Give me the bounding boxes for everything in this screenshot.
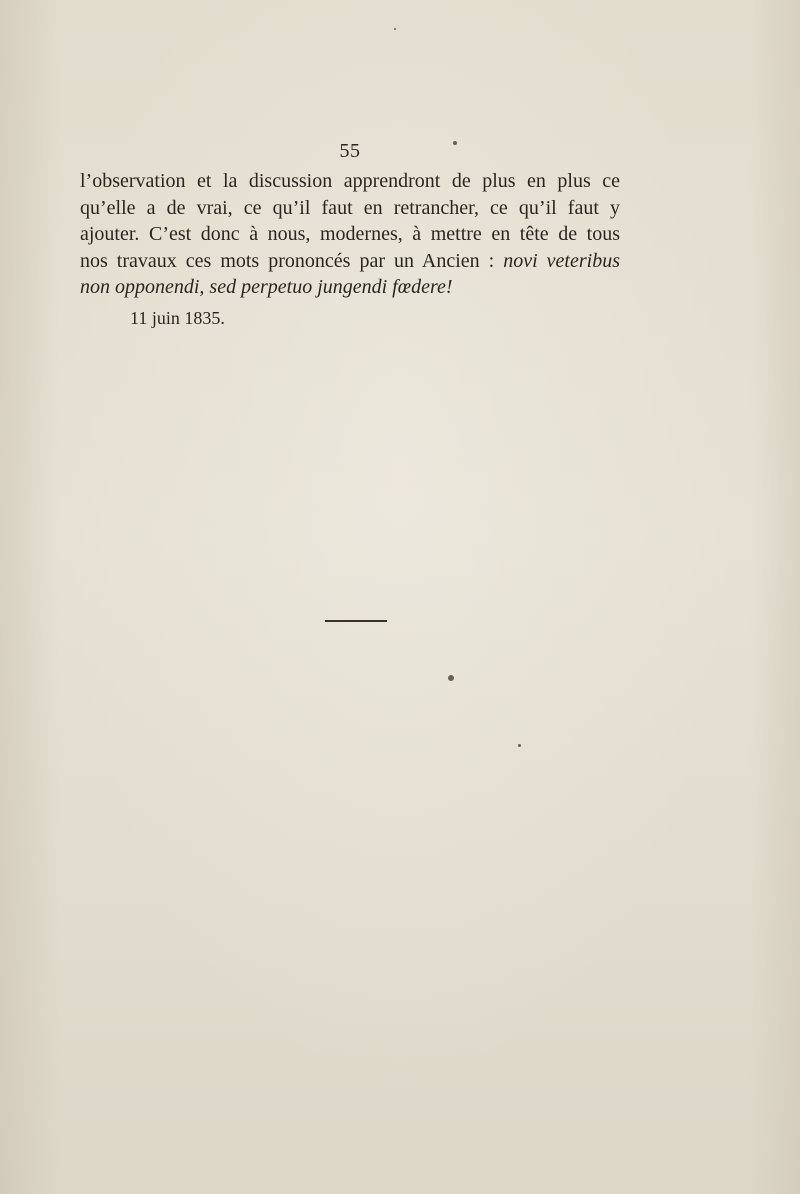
- section-rule: [325, 620, 387, 622]
- page-shadow-left: [0, 0, 60, 1194]
- latin-quote-end: non opponendi, sed perpetuo jungendi fœdere!: [80, 276, 453, 298]
- ink-speck: [448, 675, 454, 681]
- paragraph: [80, 168, 620, 301]
- text-line-3: ajouter. C’est donc à nous, modernes, à mettre en tête de tous: [80, 223, 620, 245]
- page-number: 55: [339, 140, 361, 162]
- ink-speck: [394, 28, 396, 30]
- text-line-4: [80, 248, 620, 275]
- ink-speck: [518, 744, 521, 747]
- text-line-1: l’observation et la discussion apprendront de plus en plus ce: [80, 170, 620, 192]
- latin-quote-start: novi veteribus: [503, 249, 620, 272]
- dateline: 11 juin 1835.: [130, 308, 225, 328]
- ink-speck: [453, 141, 457, 145]
- text-line-2: qu’elle a de vrai, ce qu’il faut en retrancher, ce qu’il faut y: [80, 196, 620, 219]
- page-shadow-right: [750, 0, 800, 1194]
- text-line-4-roman: nos travaux ces mots prononcés par un Ancien :: [80, 249, 495, 272]
